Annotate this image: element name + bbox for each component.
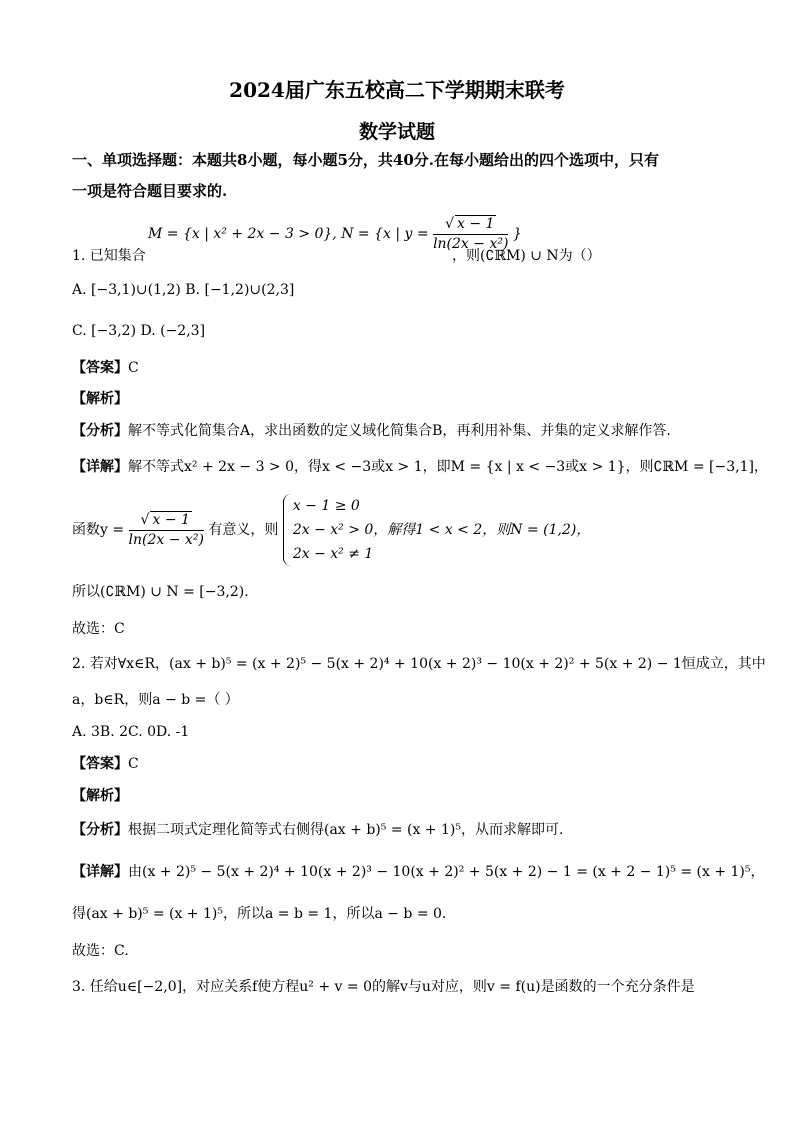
exam-subtitle: 数学试题	[358, 121, 435, 143]
q1-sys-row2: 2x − x² > 0，解得1 < x < 2，则N = (1,2)，	[292, 522, 591, 538]
q1-fenxi-text: 解不等式化简集合A，求出函数的定义域化简集合B，再利用补集、并集的定义求解作答.	[128, 423, 671, 439]
q2-detail-tag: 【详解】	[72, 864, 128, 880]
q1-detail-tag: 【详解】	[72, 459, 128, 475]
q1-sys-row1: x − 1 ≥ 0	[292, 498, 360, 514]
q2-answer	[72, 756, 139, 773]
section-heading-line2: 一项是符合题目要求的.	[72, 182, 228, 200]
q1-set-text: M = {x | x² + 2x − 3 > 0}, N = {x | y =	[148, 225, 429, 242]
q2-answer-value: C	[128, 756, 139, 772]
q1-inequality-system	[283, 494, 591, 566]
q2-fenxi	[72, 822, 563, 839]
q1-detail-line1	[72, 459, 768, 476]
q1-detail-line3: 所以(∁ℝM) ∪ N = [−3,2).	[72, 584, 249, 600]
q3-stem: 3. 任给u∈[−2,0]，对应关系f使方程u² + v = 0的解v与u对应，则v = f(u)是函数的一个充分条件是	[72, 979, 695, 995]
section-heading-line1: 一、单项选择题：本题共8小题，每小题5分，共40分.在每小题给出的四个选项中，只有	[72, 151, 659, 169]
q1-fenxi	[72, 423, 671, 440]
q2-fenxi-text: 根据二项式定理化简等式右侧得(ax + b)⁵ = (x + 1)⁵，从而求解即可.	[128, 822, 564, 838]
q1-answer	[72, 360, 139, 377]
q1-frac-den: ln(2x − x²)	[433, 235, 509, 252]
q1-frac-num: x − 1	[456, 216, 495, 232]
q1-answer-tag: 【答案】	[72, 360, 128, 376]
q1-choose: 故选：C	[72, 621, 125, 637]
q1-set-definition	[148, 215, 522, 253]
q1-ask: ，则(∁ℝM) ∪ N为（）	[452, 248, 601, 264]
q2-stem-line1: 2. 若对∀x∈R，(ax + b)⁵ = (x + 2)⁵ − 5(x + 2)⁴ + 10(x + 2)³ − 10(x + 2)² + 5(x + 2) − 1恒成立，其中	[72, 656, 766, 672]
q2-fenxi-tag: 【分析】	[72, 822, 128, 838]
q1-fraction: $\frac{√ x - 1}{\text{ln(2x − x²)}}$	[433, 216, 509, 252]
q2-detail-line2: 得(ax + b)⁵ = (x + 1)⁵，所以a = b = 1，所以a − b = 0.	[72, 906, 447, 922]
q2-analysis-tag: 【解析】	[72, 788, 128, 804]
q1-detail2-den: ln(2x − x²)	[128, 532, 204, 548]
q2-answer-tag: 【答案】	[72, 756, 128, 772]
q1-options-cd: C. [−3,2) D. (−2,3]	[72, 323, 206, 339]
q1-detail2-num: x − 1	[152, 512, 190, 529]
q1-sys-row3: 2x − x² ≠ 1	[292, 546, 374, 562]
q2-options: A. 3B. 2C. 0D. -1	[72, 724, 190, 740]
q2-detail-line1	[72, 864, 764, 881]
q1-options-ab: A. [−3,1)∪(1,2) B. [−1,2)∪(2,3]	[72, 282, 295, 298]
exam-title: 2024届广东五校高二下学期期末联考	[229, 78, 565, 102]
q1-fenxi-tag: 【分析】	[72, 423, 128, 439]
q2-stem-line2: a，b∈R，则a − b =（ ）	[72, 692, 239, 708]
q1-analysis-tag: 【解析】	[72, 391, 128, 407]
q1-answer-value: C	[128, 360, 139, 376]
q1-set-end: }	[512, 225, 522, 242]
q1-detail2-a: 函数y =	[72, 522, 125, 538]
q1-detail-line2	[72, 494, 590, 566]
q1-stem: 1. 已知集合	[72, 248, 146, 264]
q1-detail2-b: 有意义，则	[208, 522, 279, 538]
q2-choose: 故选：C.	[72, 943, 129, 959]
q1-detail2-fraction: $\frac{√ x - 1}{\text{ln(2x − x²)}}$	[128, 512, 204, 548]
q1-detail1-text: 解不等式x² + 2x − 3 > 0，得x < −3或x > 1，即M = {x | x < −3或x > 1}，则∁ℝM = [−3,1]，	[128, 459, 768, 475]
q2-detail1-text: 由(x + 2)⁵ − 5(x + 2)⁴ + 10(x + 2)³ − 10(x + 2)² + 5(x + 2) − 1 = (x + 2 − 1)⁵ = (x + 1)⁵，	[128, 864, 765, 880]
